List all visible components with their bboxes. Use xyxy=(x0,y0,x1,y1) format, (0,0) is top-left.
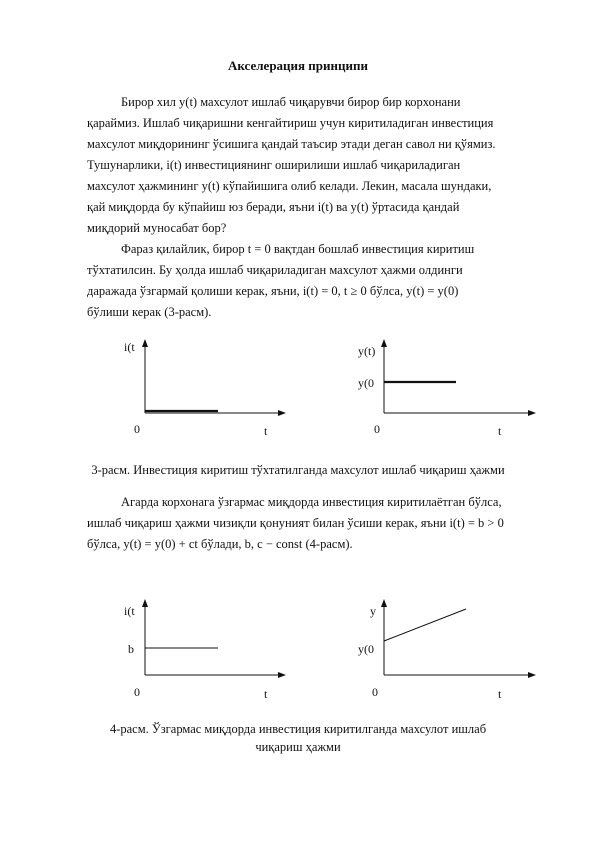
text-line: даражада ўзгармай қолиши керак, яъни, i(t) = 0, t ≥ 0 бўлса, y(t) = y(0) xyxy=(87,284,459,298)
text-line: бўлса, y(t) = y(0) + ct бўлади, b, c − const (4-расм). xyxy=(87,537,353,551)
paragraph-intro xyxy=(87,92,555,239)
text-line: махсулот миқдорининг ўсишига қандай таъсир этади деган савол ни қўямиз. xyxy=(87,137,496,151)
y-axis-arrow xyxy=(381,339,387,347)
text-line: миқдорий муносабат бор? xyxy=(87,221,227,235)
text-line: қараймиз. Ишлаб чиқаришни кенгайтириш учун киритиладиган инвестиция xyxy=(87,116,494,130)
text-line: қай миқдорда бу кўпайиш юз беради, яъни i(t) ва y(t) ўртасида қандай xyxy=(87,200,460,214)
fig3-caption: 3-расм. Инвестиция киритиш тўхтатилганда махсулот ишлаб чиқариш ҳажми xyxy=(91,463,505,477)
output-line xyxy=(384,609,466,641)
text-line: тўхтатилсин. Бу ҳолда ишлаб чиқариладиган махсулот ҳажми олдинги xyxy=(87,263,463,277)
x-axis-label: t xyxy=(264,424,268,438)
level-label: y(0 xyxy=(358,642,374,656)
text-line: бўлиши керак (3-расм). xyxy=(87,305,212,319)
text-line: Фараз қилайлик, бирор t = 0 вақтдан бошлаб инвестиция киритиш xyxy=(121,242,475,256)
x-axis-label: t xyxy=(498,424,502,438)
x-axis-arrow xyxy=(528,672,536,678)
y-axis-label: y(t) xyxy=(358,344,376,358)
fig4-investment-plot xyxy=(110,595,290,705)
fig4-caption xyxy=(0,720,596,756)
text-line: Бирор хил y(t) махсулот ишлаб чиқарувчи бирор бир корхонани xyxy=(121,95,461,109)
text-line: Тушунарлики, i(t) инвестициянинг оширилиши ишлаб чиқариладиган xyxy=(87,158,461,172)
text-line: махсулот ҳажмининг y(t) кўпайишига олиб келади. Лекин, масала шундаки, xyxy=(87,179,492,193)
x-axis-arrow xyxy=(278,672,286,678)
origin-label: 0 xyxy=(134,685,140,699)
origin-label: 0 xyxy=(374,422,380,436)
paragraph-assumption xyxy=(87,239,555,323)
x-axis-label: t xyxy=(264,687,268,701)
paragraph-constant-investment xyxy=(87,492,555,555)
x-axis-arrow xyxy=(528,410,536,416)
level-label: y(0 xyxy=(358,376,374,390)
fig4-output-plot xyxy=(340,595,540,705)
y-axis-label: y xyxy=(370,604,376,618)
x-axis-arrow xyxy=(278,410,286,416)
text-line: ишлаб чиқариш ҳажми чизиқли қонуният билан ўсиши керак, яъни i(t) = b > 0 xyxy=(87,516,504,530)
level-label: b xyxy=(128,642,134,656)
y-axis-arrow xyxy=(142,599,148,607)
y-axis-label: i(t xyxy=(124,340,135,354)
y-axis-label: i(t xyxy=(124,604,135,618)
origin-label: 0 xyxy=(134,422,140,436)
y-axis-arrow xyxy=(142,339,148,347)
page-title: Акселерация принципи xyxy=(228,58,368,73)
x-axis-label: t xyxy=(498,687,502,701)
caption-line: чиқариш ҳажми xyxy=(255,740,341,754)
y-axis-arrow xyxy=(381,599,387,607)
text-line: Агарда корхонага ўзгармас миқдорда инвестиция киритилаётган бўлса, xyxy=(121,495,502,509)
caption-line: 4-расм. Ўзгармас миқдорда инвестиция киритилганда махсулот ишлаб xyxy=(109,722,487,736)
origin-label: 0 xyxy=(372,685,378,699)
fig3-investment-plot xyxy=(110,335,290,445)
fig3-output-plot xyxy=(340,335,540,445)
